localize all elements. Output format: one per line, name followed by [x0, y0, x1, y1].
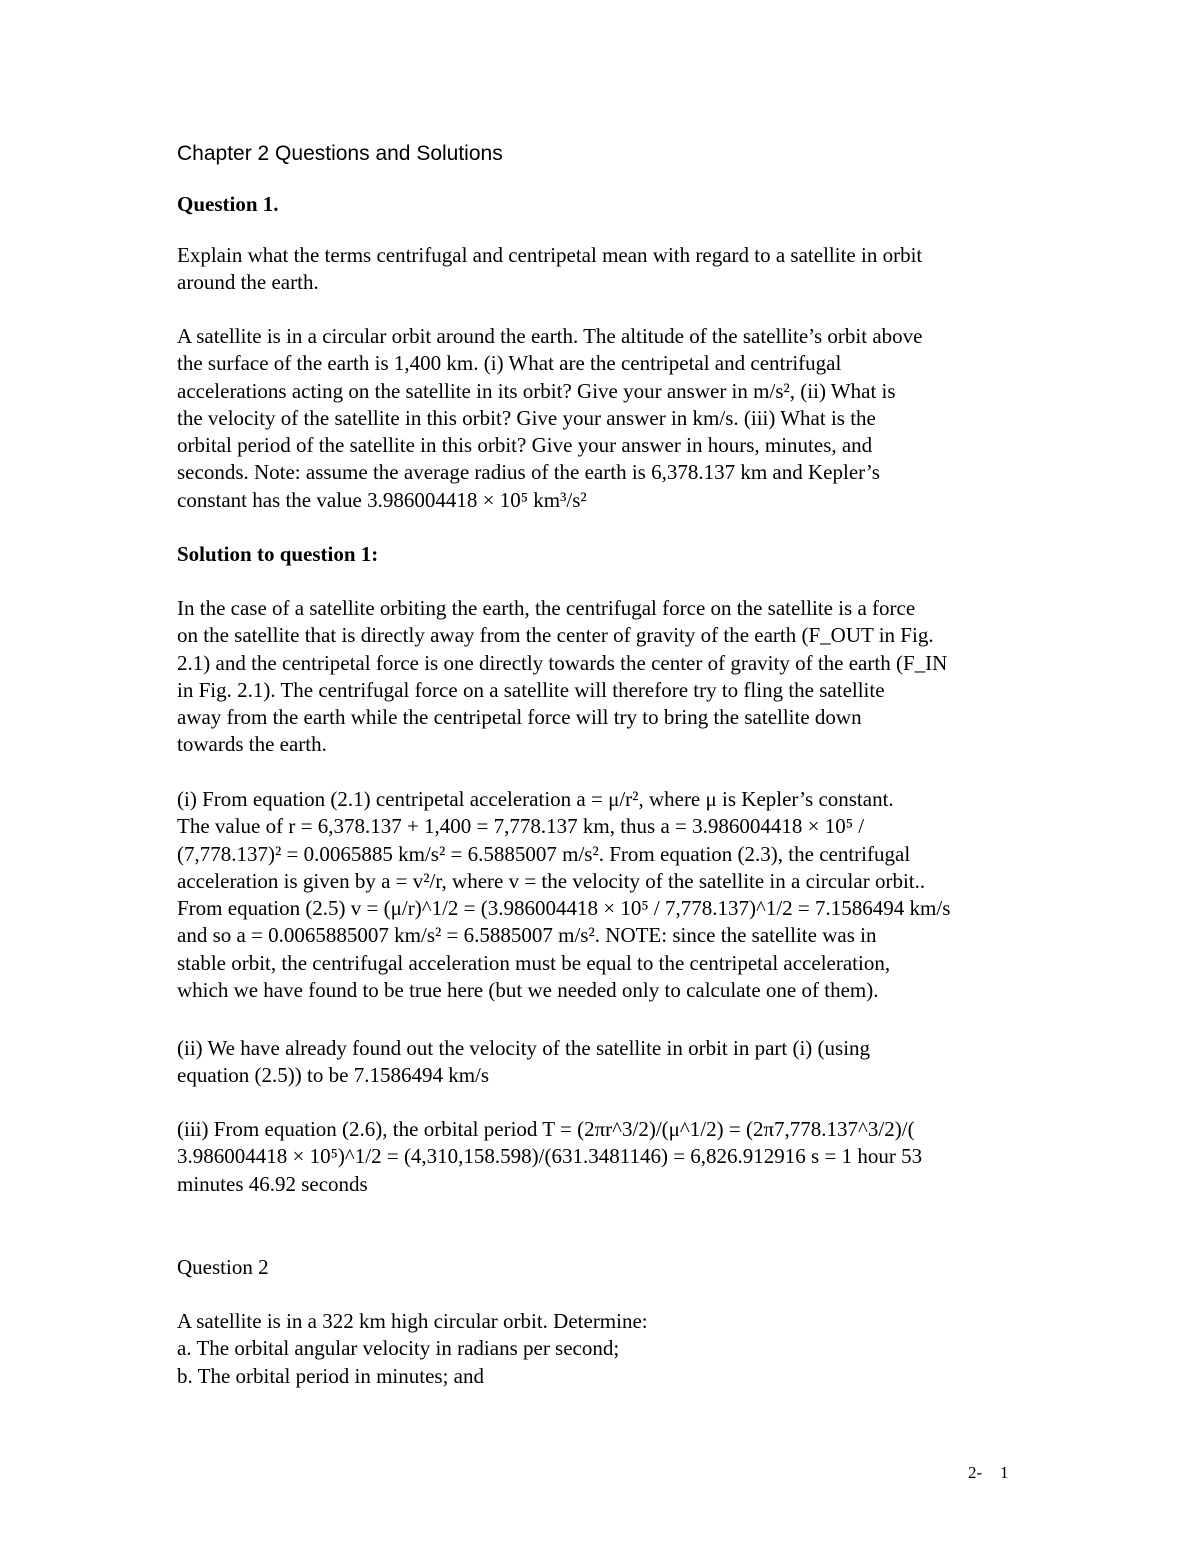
question1-problem-line: orbital period of the satellite in this orbit? Give your answer in hours, minutes, and — [177, 433, 873, 458]
question1-problem-line: constant has the value 3.986004418 × 10⁵ km³/s² — [177, 487, 587, 512]
solution1-explanation-line: 2.1) and the centripetal force is one directly towards the center of gravity of the earth (F_IN — [177, 650, 948, 675]
question1-problem-line: the velocity of the satellite in this orbit? Give your answer in km/s. (iii) What is the — [177, 405, 876, 430]
part-ii-line: (ii) We have already found out the velocity of the satellite in orbit in part (i) (using — [177, 1036, 871, 1060]
question1-intro-line: around the earth. — [177, 270, 319, 295]
part-i-line: The value of r = 6,378.137 + 1,400 = 7,778.137 km, thus a = 3.986004418 × 10⁵ / — [177, 814, 865, 839]
solution1-part-iii — [177, 1116, 1037, 1198]
part-i-line: which we have found to be true here (but we needed only to calculate one of them). — [177, 978, 879, 1003]
part-i-line: acceleration is given by a = v²/r, where v = the velocity of the satellite in a circular orbit.. — [177, 868, 926, 893]
question1-problem-line: seconds. Note: assume the average radius of the earth is 6,378.137 km and Kepler’s — [177, 460, 880, 485]
question1-intro — [177, 242, 1037, 297]
solution1-heading: Solution to question 1: — [177, 542, 379, 566]
question1-problem-line: accelerations acting on the satellite in its orbit? Give your answer in m/s², (ii) What is — [177, 378, 896, 403]
page-number-page: 1 — [1000, 1463, 1009, 1482]
question2-body — [177, 1308, 1037, 1390]
part-i-line: From equation (2.5) v = (μ/r)^1/2 = (3.986004418 × 10⁵ / 7,778.137)^1/2 = 7.1586494 km/s — [177, 896, 951, 921]
solution1-explanation-line: on the satellite that is directly away from the center of gravity of the earth (F_OUT in Fig. — [177, 623, 934, 648]
part-i-line: stable orbit, the centrifugal acceleration must be equal to the centripetal acceleration, — [177, 950, 891, 975]
question2-line: a. The orbital angular velocity in radians per second; — [177, 1336, 620, 1361]
solution1-part-ii — [177, 1035, 1037, 1090]
question2-line: A satellite is in a 322 km high circular orbit. Determine: — [177, 1309, 648, 1333]
solution1-explanation-line: away from the earth while the centripetal force will try to bring the satellite down — [177, 705, 862, 730]
part-i-line: (i) From equation (2.1) centripetal acceleration a = μ/r², where μ is Kepler’s constant. — [177, 787, 894, 811]
solution1-part-i — [177, 786, 1037, 1004]
chapter-title: Chapter 2 Questions and Solutions — [177, 142, 503, 165]
part-iii-line: minutes 46.92 seconds — [177, 1171, 368, 1196]
solution1-explanation-line: in Fig. 2.1). The centrifugal force on a satellite will therefore try to fling the satellite — [177, 677, 885, 702]
question1-problem-line: the surface of the earth is 1,400 km. (i) What are the centripetal and centrifugal — [177, 351, 842, 376]
question1-intro-line: Explain what the terms centrifugal and centripetal mean with regard to a satellite in orbit — [177, 243, 923, 267]
question1-heading: Question 1. — [177, 192, 279, 216]
part-iii-line: 3.986004418 × 10⁵)^1/2 = (4,310,158.598)/(631.3481146) = 6,826.912916 s = 1 hour 53 — [177, 1144, 923, 1169]
part-i-line: and so a = 0.0065885007 km/s² = 6.5885007 m/s². NOTE: since the satellite was in — [177, 923, 877, 948]
question1-problem — [177, 323, 1037, 514]
question1-problem-line: A satellite is in a circular orbit around the earth. The altitude of the satellite’s orbit above — [177, 324, 923, 348]
question2-line: b. The orbital period in minutes; and — [177, 1363, 484, 1388]
part-iii-line: (iii) From equation (2.6), the orbital period T = (2πr^3/2)/(μ^1/2) = (2π7,778.137^3/2)/( — [177, 1117, 915, 1141]
solution1-explanation-line: towards the earth. — [177, 732, 327, 757]
solution1-explanation — [177, 595, 1037, 759]
solution1-explanation-line: In the case of a satellite orbiting the earth, the centrifugal force on the satellite is a force — [177, 596, 916, 620]
page-number-chapter: 2- — [968, 1463, 983, 1482]
part-ii-line: equation (2.5)) to be 7.1586494 km/s — [177, 1063, 490, 1088]
part-i-line: (7,778.137)² = 0.0065885 km/s² = 6.5885007 m/s². From equation (2.3), the centrifugal — [177, 841, 911, 866]
page-number — [968, 1462, 1028, 1484]
question2-heading: Question 2 — [177, 1255, 269, 1279]
